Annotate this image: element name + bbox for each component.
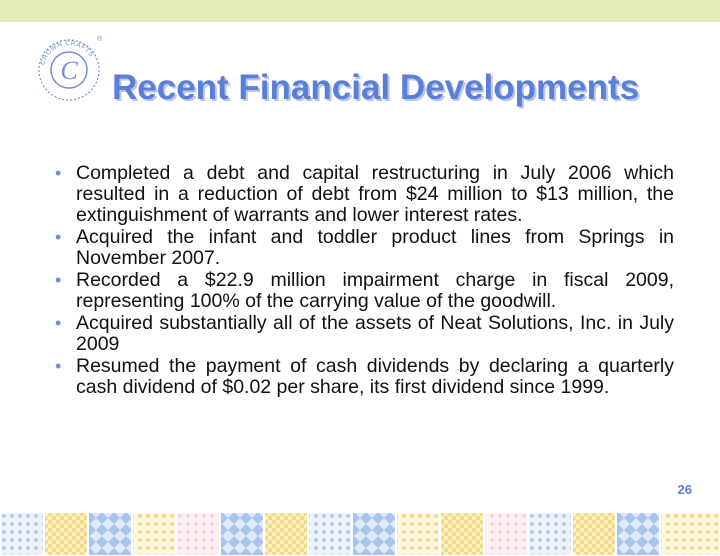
bullet-text: Recorded a $22.9 million impairment charge in fiscal 2009, representing 100% of the carrying value of the goodwill.: [76, 269, 674, 312]
bullet-marker-icon: •: [55, 356, 62, 376]
bullet-text: Resumed the payment of cash dividends by declaring a quarterly cash dividend of $0.02 per share, its first dividend since 1999.: [76, 355, 674, 398]
bullet-marker-icon: •: [55, 270, 62, 290]
registered-mark: ®: [97, 36, 102, 43]
patchwork-border: [0, 512, 720, 556]
bullet-item: [52, 227, 674, 269]
top-band: [0, 0, 720, 22]
bullet-marker-icon: •: [55, 227, 62, 247]
bullet-text: Acquired the infant and toddler product lines from Springs in November 2007.: [76, 226, 674, 269]
page-number: 26: [677, 482, 692, 497]
bullet-item: [52, 163, 674, 226]
logo-monogram: C: [60, 56, 78, 85]
bullet-text: Acquired substantially all of the assets of Neat Solutions, Inc. in July 2009: [76, 312, 674, 355]
bullet-text: Completed a debt and capital restructuring in July 2006 which resulted in a reduction of debt from $24 million to $13 million, the extinguishment of warrants and lower interest rates.: [76, 162, 674, 226]
logo-arc-text: CROWN CRAFTS: [39, 39, 95, 66]
bullet-marker-icon: •: [55, 313, 62, 333]
bullet-item: [52, 313, 674, 355]
bullet-marker-icon: •: [55, 163, 62, 183]
slide-title: Recent Financial Developments: [112, 68, 640, 107]
bullet-item: [52, 356, 674, 398]
crown-crafts-logo: [36, 32, 102, 104]
bullet-list: [52, 163, 674, 399]
bullet-item: [52, 270, 674, 312]
